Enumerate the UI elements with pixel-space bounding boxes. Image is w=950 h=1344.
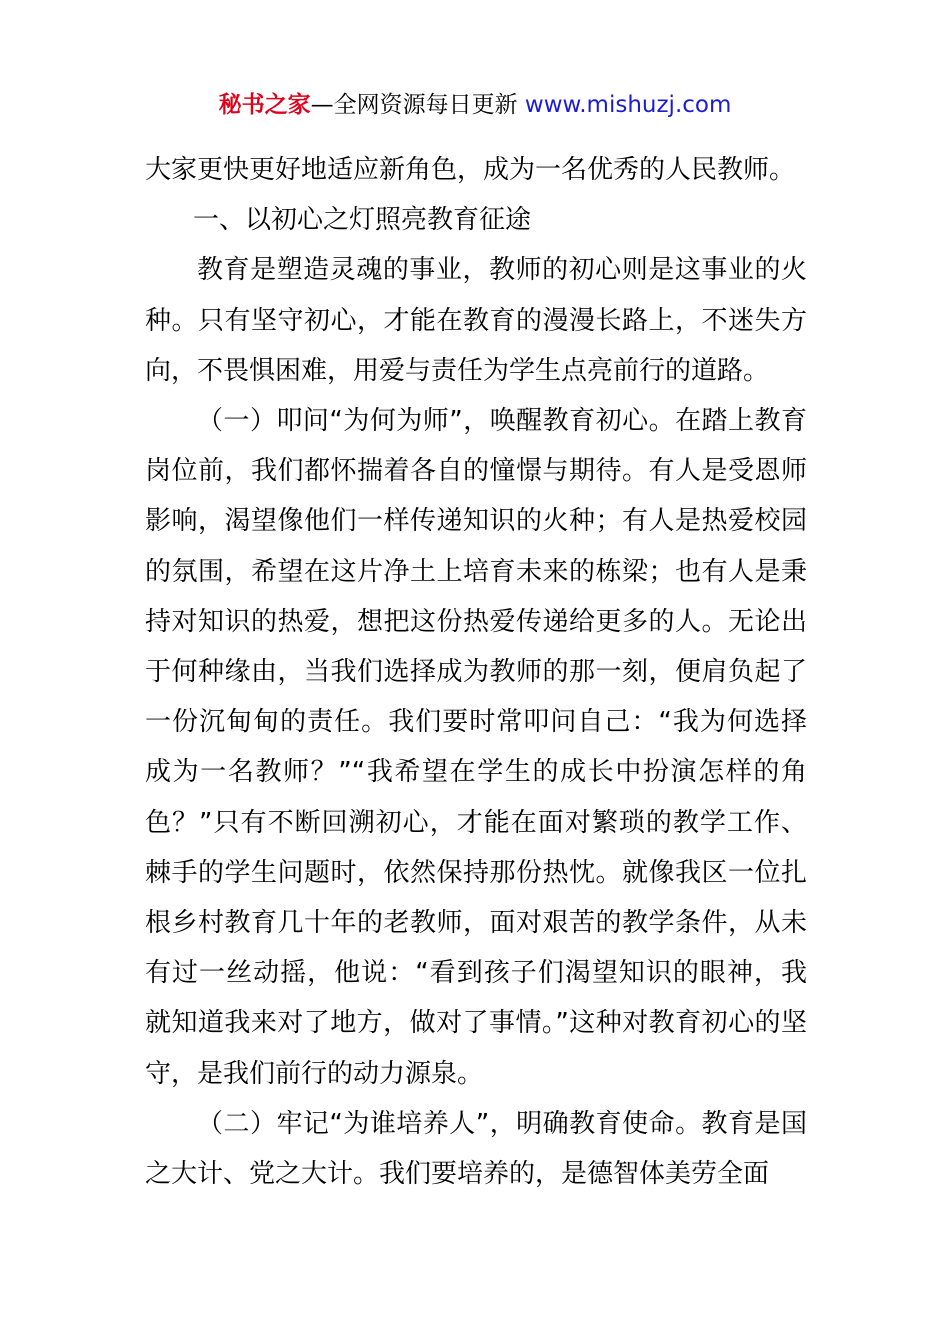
site-tagline: 全网资源每日更新 bbox=[333, 92, 518, 118]
paragraph-subsection-1: （一）叩问“为何为师”，唤醒教育初心。在踏上教育岗位前，我们都怀揣着各自的憧憬与期待。有人是受恩师影响，渴望像他们一样传递知识的火种；有人是热爱校园的氛围，希望在这片净土上培育未来的栋梁；也有人是秉持对知识的热爱，想把这份热爱传递给更多的人。无论出于何种缘由，当我们选择成为教师的那一刻，便肩负起了一份沉甸甸的责任。我们要时常叩问自己：“我为何选择成为一名教师？”“我希望在学生的成长中扮演怎样的角色？”只有不断回溯初心，才能在面对繁琐的教学工作、棘手的学生问题时，依然保持那份热忱。就像我区一位扎根乡村教育几十年的老教师，面对艰苦的教学条件，从未有过一丝动摇，他说：“看到孩子们渴望知识的眼神，我就知道我来对了地方，做对了事情。”这种对教育初心的坚守，是我们前行的动力源泉。 bbox=[145, 406, 807, 1089]
paragraph-continuation: 大家更快更好地适应新角色，成为一名优秀的人民教师。 bbox=[145, 155, 796, 185]
site-header bbox=[0, 88, 950, 122]
site-url-link[interactable]: www.mishuzj.com bbox=[524, 92, 732, 118]
section-heading: 一、以初心之灯照亮教育征途 bbox=[193, 205, 532, 236]
header-dash: — bbox=[310, 92, 334, 118]
paragraph-subsection-2: （二）牢记“为谁培养人”，明确教育使命。教育是国之大计、党之大计。我们要培养的，是德智体美劳全面 bbox=[145, 1108, 807, 1190]
site-brand[interactable]: 秘书之家 bbox=[218, 92, 311, 118]
paragraph-intro: 教育是塑造灵魂的事业，教师的初心则是这事业的火种。只有坚守初心，才能在教育的漫漫长路上，不迷失方向，不畏惧困难，用爱与责任为学生点亮前行的道路。 bbox=[145, 255, 807, 386]
document-body bbox=[145, 145, 807, 1199]
